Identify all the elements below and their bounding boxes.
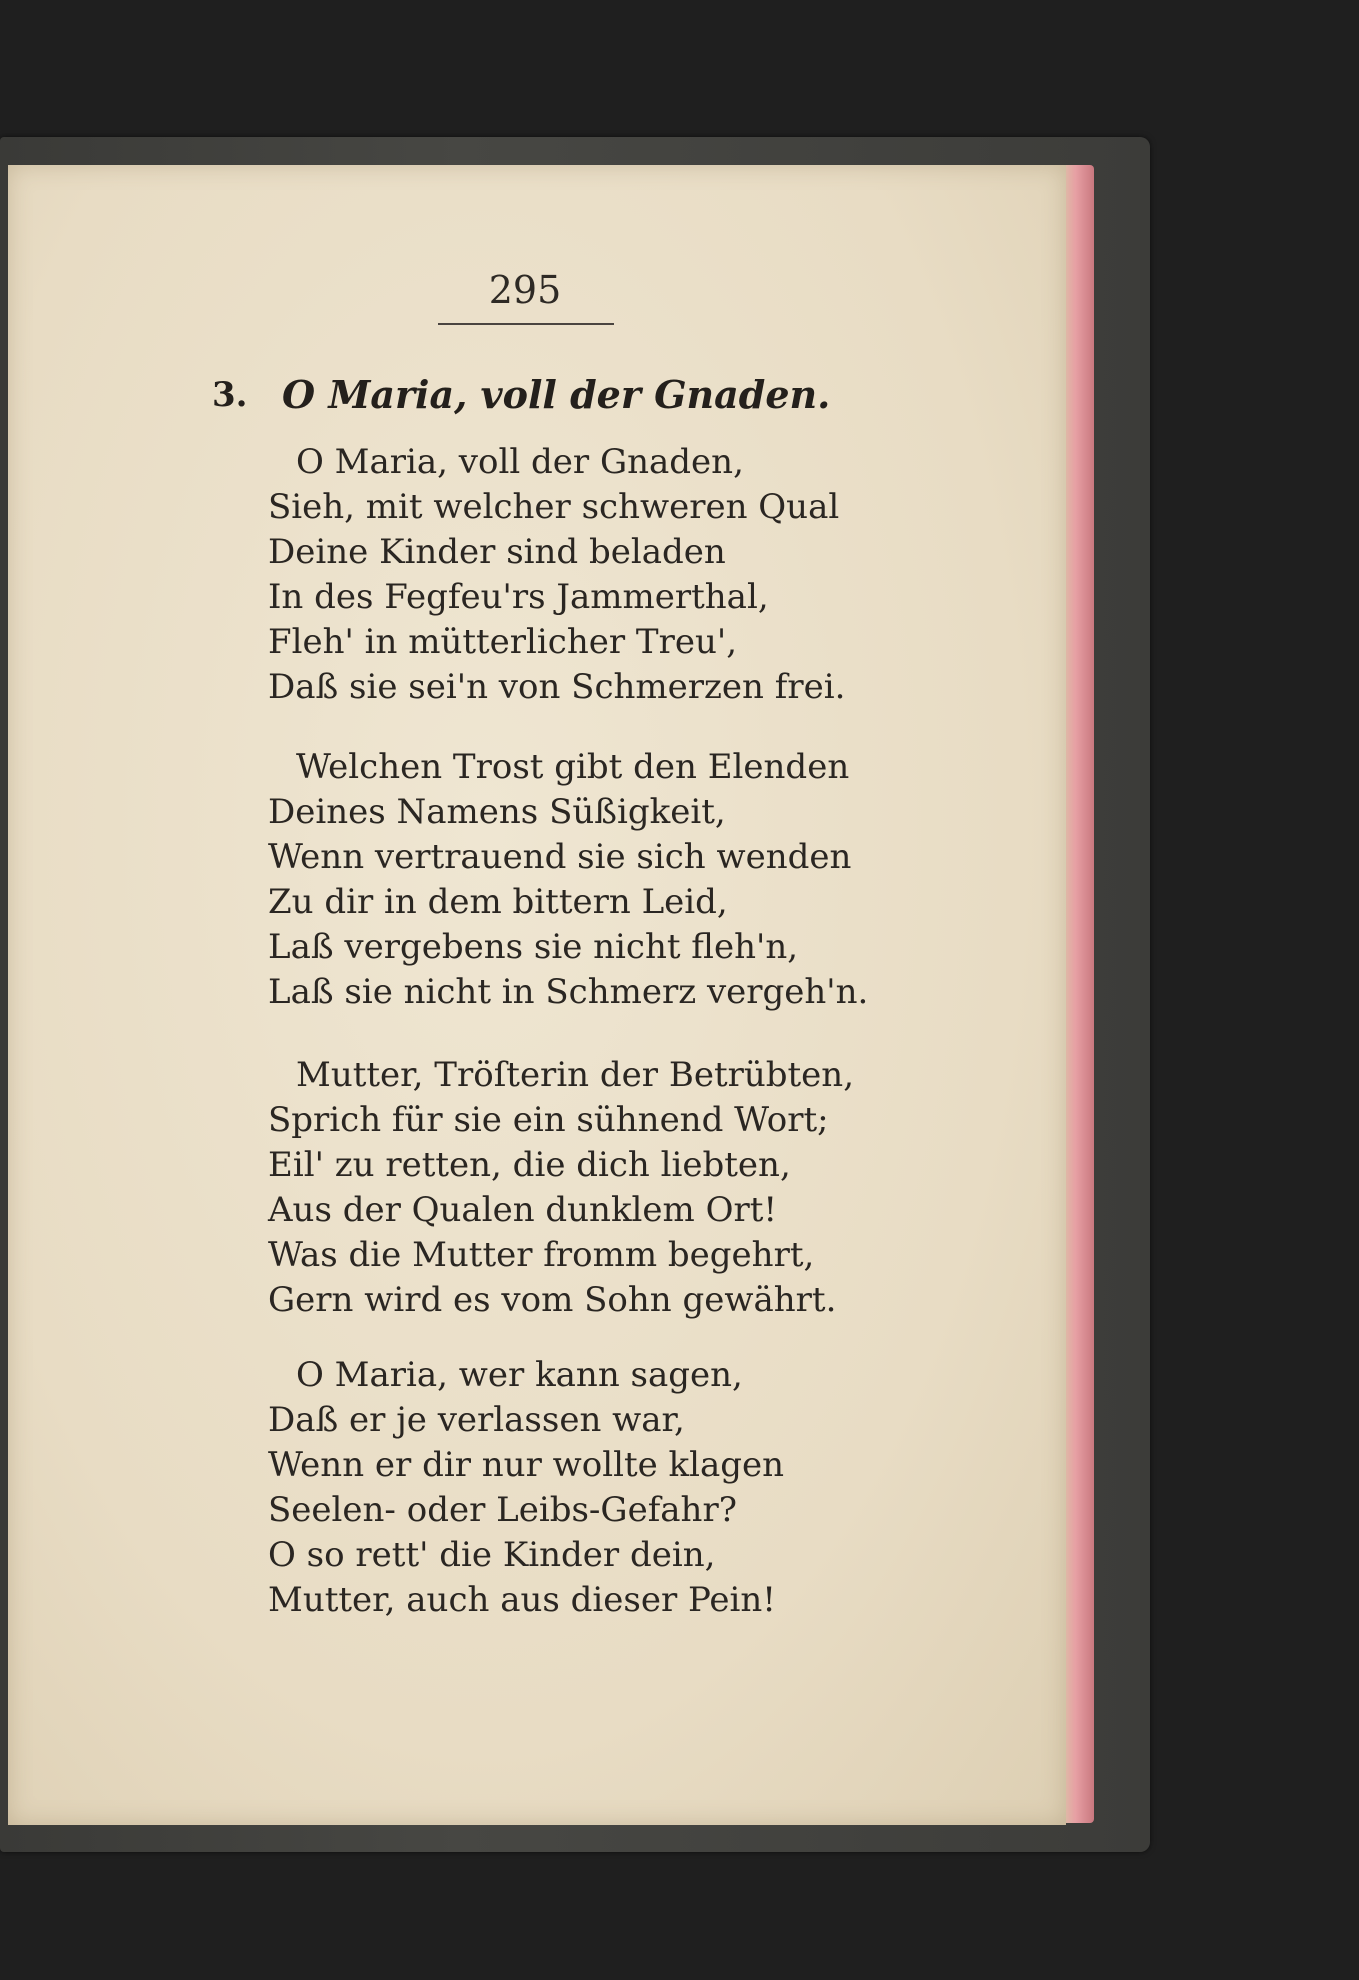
verse-line: Sprich für sie ein sühnend Wort; <box>268 1100 829 1140</box>
page-number: 295 <box>488 268 562 312</box>
verse-line: Was die Mutter fromm begehrt, <box>268 1235 815 1275</box>
verse-line: Welchen Trost gibt den Elenden <box>296 747 850 787</box>
verse-line: Laß vergebens sie nicht fleh'n, <box>268 927 799 967</box>
verse-line: Aus der Qualen dunklem Ort! <box>268 1190 778 1230</box>
verse-line: Laß sie nicht in Schmerz vergeh'n. <box>268 972 869 1012</box>
verse-line: Eil' zu retten, die dich liebten, <box>268 1145 791 1185</box>
song-number: 3. <box>212 375 248 415</box>
verse-line: Daß er je verlassen war, <box>268 1400 685 1440</box>
verse-line: O Maria, voll der Gnaden, <box>296 442 744 482</box>
verse-line: Fleh' in mütterlicher Treu', <box>268 622 738 662</box>
verse-line: O so rett' die Kinder dein, <box>268 1535 716 1575</box>
verse-line: Sieh, mit welcher schweren Qual <box>268 487 840 527</box>
verse-line: Deine Kinder sind beladen <box>268 532 726 572</box>
verse-line: O Maria, wer kann sagen, <box>296 1355 743 1395</box>
verse-line: In des Fegfeu'rs Jammerthal, <box>268 577 769 617</box>
verse-line: Wenn vertrauend sie sich wenden <box>268 837 852 877</box>
verse-line: Wenn er dir nur wollte klagen <box>268 1445 785 1485</box>
verse-line: Mutter, Tröſterin der Betrübten, <box>296 1055 855 1095</box>
verse-line: Seelen- oder Leibs-Gefahr? <box>268 1490 737 1530</box>
verse-line: Daß sie sei'n von Schmerzen frei. <box>268 667 846 707</box>
verse-line: Deines Namens Süßigkeit, <box>268 792 726 832</box>
header-rule <box>438 323 614 325</box>
verse-line: Gern wird es vom Sohn gewährt. <box>268 1280 837 1320</box>
verse-line: Zu dir in dem bittern Leid, <box>268 882 728 922</box>
verse-line: Mutter, auch aus dieser Pein! <box>268 1580 776 1620</box>
song-title: O Maria, voll der Gnaden. <box>282 372 831 417</box>
